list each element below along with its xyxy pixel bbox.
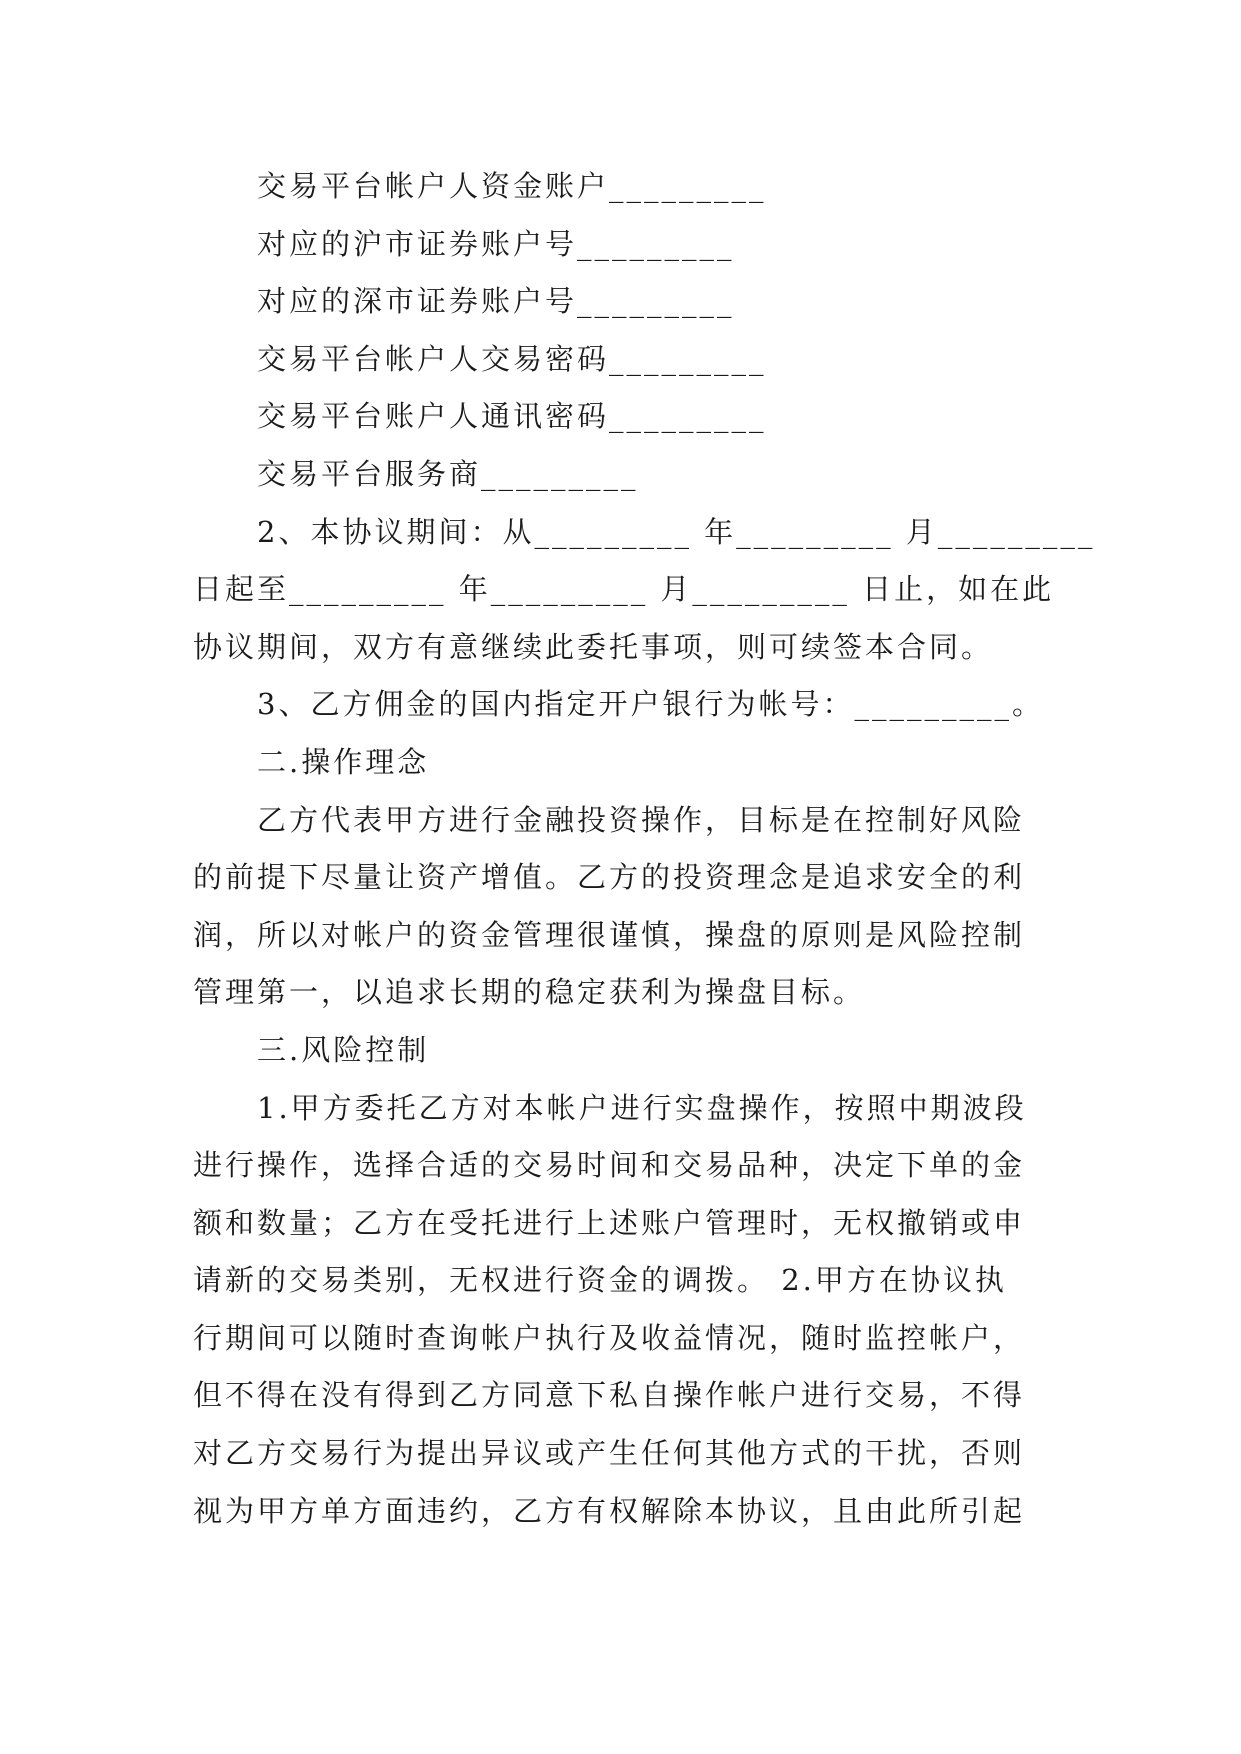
agreement-period-line: 2、本协议期间：从_________ 年_________ 月_________ [257,514,1096,549]
section-heading-risk-control: 三.风险控制 [257,1032,430,1067]
fund-account-line: 交易平台帐户人资金账户_________ [257,169,767,203]
paragraph-line: 的前提下尽量让资产增值。乙方的投资理念是追求安全的利 [193,860,1026,895]
comm-password-line: 交易平台账户人通讯密码_________ [257,399,767,434]
shenzhen-account-line: 对应的深市证券账户号_________ [257,284,735,319]
shanghai-account-line: 对应的沪市证券账户号_________ [257,226,735,261]
paragraph-line: 1.甲方委托乙方对本帐户进行实盘操作，按照中期波段 [257,1090,1027,1125]
paragraph-line: 润，所以对帐户的资金管理很谨慎，操盘的原则是风险控制 [193,917,1026,952]
contract-text [193,158,1096,1540]
agreement-renewal-line: 协议期间，双方有意继续此委托事项，则可续签本合同。 [193,629,994,664]
paragraph-line: 行期间可以随时查询帐户执行及收益情况，随时监控帐户， [193,1320,1026,1355]
paragraph-line: 但不得在没有得到乙方同意下私自操作帐户进行交易，不得 [193,1378,1026,1413]
trade-password-line: 交易平台帐户人交易密码_________ [257,341,767,376]
paragraph-line: 额和数量；乙方在受托进行上述账户管理时，无权撤销或申 [193,1205,1026,1240]
section-heading-philosophy: 二.操作理念 [257,744,430,779]
paragraph-line: 视为甲方单方面违约，乙方有权解除本协议，且由此所引起 [193,1493,1026,1528]
service-provider-line: 交易平台服务商_________ [257,456,639,491]
agreement-period-continued: 日起至_________ 年_________ 月_________ 日止，如在此 [193,572,1055,607]
paragraph-line: 管理第一，以追求长期的稳定获利为操盘目标。 [193,975,866,1010]
paragraph-line: 进行操作，选择合适的交易时间和交易品种，决定下单的金 [193,1148,1026,1183]
paragraph-line: 对乙方交易行为提出异议或产生任何其他方式的干扰，否则 [193,1436,1026,1471]
paragraph-line: 乙方代表甲方进行金融投资操作，目标是在控制好风险 [257,802,1026,837]
commission-bank-line: 3、乙方佣金的国内指定开户银行为帐号：_________。 [257,687,1044,722]
paragraph-line: 请新的交易类别，无权进行资金的调拨。 2.甲方在协议执 [193,1263,1007,1298]
